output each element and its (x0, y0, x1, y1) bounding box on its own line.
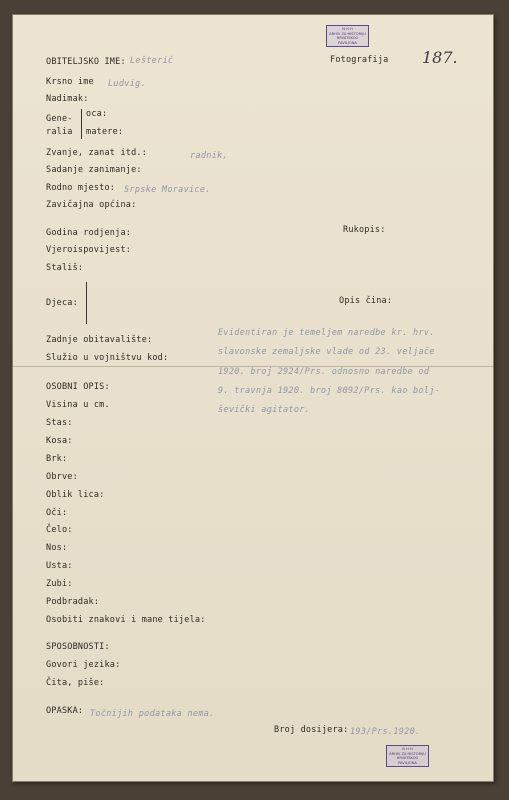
label-nadimak: Nadimak: (46, 94, 89, 104)
value-opaska: Točnijih podataka nema. (90, 709, 215, 719)
djeca-bracket (86, 282, 87, 324)
label-obiteljsko-ime: OBITELJSKO IME: (46, 57, 126, 67)
label-broj-dosijera: Broj dosijera: (274, 725, 349, 735)
label-djeca: Djeca: (46, 298, 78, 308)
label-sposobnosti: SPOSOBNOSTI: (46, 642, 110, 652)
label-stalis: Stališ: (46, 263, 84, 273)
label-matere: matere: (86, 127, 124, 137)
label-podbradak: Podbradak: (46, 597, 100, 607)
label-godina-rodjenja: Godina rodjenja: (46, 228, 132, 238)
label-usta: Usta: (46, 561, 73, 571)
value-krsno-ime: Ludvig. (108, 79, 146, 89)
label-osobni-opis: OSOBNI OPIS: (46, 382, 110, 392)
label-rukopis: Rukopis: (343, 225, 386, 235)
value-opis-line-5: ševički agitator. (218, 405, 311, 415)
label-stas: Stas: (46, 418, 73, 428)
label-krsno-ime: Krsno ime (46, 77, 94, 87)
dossier-form-page (12, 14, 494, 782)
label-sadanje-zanimanje: Sadanje zanimanje: (46, 165, 142, 175)
label-zvanje: Zvanje, zanat itd.: (46, 148, 148, 158)
value-obiteljsko-ime: Lešterić (130, 56, 174, 66)
label-nos: Nos: (46, 543, 68, 553)
label-govori-jezika: Govori jezika: (46, 660, 121, 670)
label-obrve: Obrve: (46, 472, 78, 482)
label-zubi: Zubi: (46, 579, 73, 589)
label-fotografija: Fotografija (330, 55, 389, 65)
value-opis-line-4: 9. travnja 1920. broj 8092/Prs. kao bolj- (218, 386, 441, 396)
archive-stamp-bottom: N H H ARHIV ZA HISTORIJU HRVATSKOG PAVILJONA (386, 745, 429, 767)
label-generalia: Gene- (46, 114, 73, 124)
label-visina: Visina u cm. (46, 400, 110, 410)
label-sluzio-u-vojnistvu: Služio u vojništvu kod: (46, 353, 169, 363)
value-opis-line-2: slavonske zemaljske vlade od 23. veljače (218, 347, 435, 357)
label-oca: oca: (86, 109, 108, 119)
value-opis-line-3: 1920. broj 2924/Prs. odnosno naredbe od (218, 367, 430, 377)
generalia-bracket (81, 109, 82, 139)
label-osobiti-znakovi: Osobiti znakovi i mane tijela: (46, 615, 206, 625)
label-zadnje-obitavaliste: Zadnje obitavalište: (46, 335, 153, 345)
value-broj-dosijera: 193/Prs.1920. (350, 727, 421, 737)
label-rodno-mjesto: Rodno mjesto: (46, 183, 116, 193)
label-kosa: Kosa: (46, 436, 73, 446)
value-opis-line-1: Evidentiran je temeljem naredbe kr. hrv. (218, 328, 435, 338)
label-oblik-lica: Oblik lica: (46, 490, 105, 500)
label-opaska: OPASKA: (46, 706, 84, 716)
label-generalia-2: ralia (46, 127, 73, 137)
label-oci: Oči: (46, 508, 68, 518)
label-opis-cina: Opis čina: (339, 296, 393, 306)
value-rodno-mjesto: Srpske Moravice. (124, 185, 211, 195)
value-zvanje: radnik, (190, 151, 228, 161)
label-brk: Brk: (46, 454, 68, 464)
archive-stamp-top: N H H ARHIV ZA HISTORIJU HRVATSKOG PAVILJONA (326, 25, 369, 47)
label-cita-pise: Čita, piše: (46, 678, 105, 688)
label-celo: Čelo: (46, 525, 73, 535)
file-number: 187. (422, 48, 458, 67)
label-vjeroispovijest: Vjeroispovijest: (46, 245, 132, 255)
label-zavicajna-opcina: Zavičajna općina: (46, 200, 137, 210)
